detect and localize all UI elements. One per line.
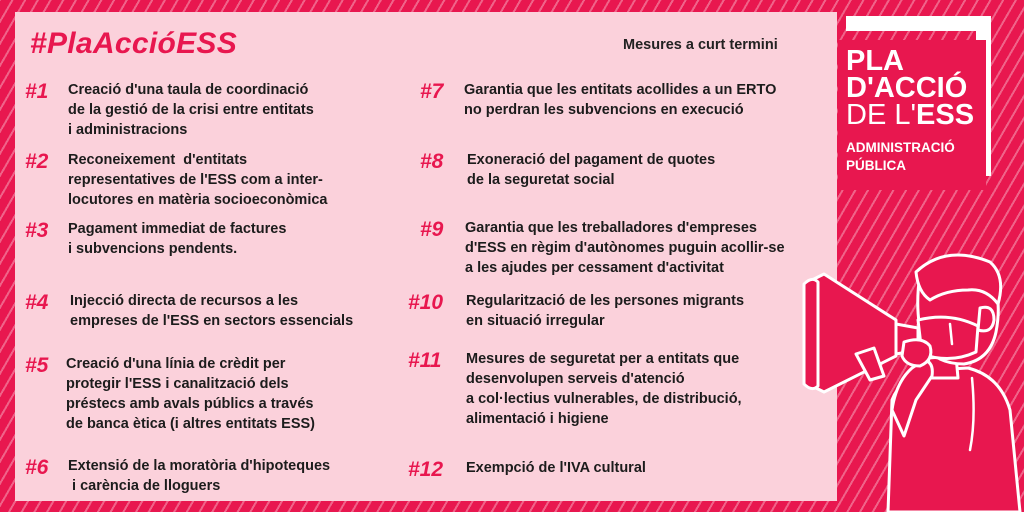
measure-text: Garantia que les treballadores d'empreses d'ESS en règim d'autònomes puguin acollir-se a les ajudes per cessament d'activitat bbox=[465, 220, 785, 276]
measure-number: #5 bbox=[25, 354, 49, 377]
measures-panel bbox=[15, 12, 837, 501]
measure-number: #1 bbox=[25, 80, 49, 103]
measure-text: Creació d'una línia de crèdit per protegir l'ESS i canalització dels préstecs amb avals públics a través de banca ètica (i altres entitats ESS) bbox=[66, 356, 316, 432]
measure-number: #7 bbox=[420, 80, 444, 103]
brand-sub-line2: PÚBLICA bbox=[846, 158, 906, 173]
brand-line2: D'ACCIÓ bbox=[846, 72, 968, 104]
measure-text: Injecció directa de recursos a les empreses de l'ESS en sectors essencials bbox=[70, 293, 354, 329]
hashtag-title: #PlaAccióESS bbox=[30, 27, 238, 60]
brand-subtitle bbox=[846, 139, 955, 175]
brand-line3-a: DE L' bbox=[846, 99, 917, 131]
subtitle: Mesures a curt termini bbox=[623, 37, 778, 53]
person-with-megaphone-icon bbox=[800, 250, 1024, 512]
brand-title bbox=[846, 45, 975, 131]
measure-text: Exoneració del pagament de quotes de la seguretat social bbox=[467, 152, 716, 188]
measure-number: #6 bbox=[25, 456, 49, 479]
measure-text: Regularització de les persones migrants en situació irregular bbox=[466, 293, 745, 329]
measure-text: Extensió de la moratòria d'hipoteques i carència de lloguers bbox=[68, 458, 331, 494]
measure-number: #3 bbox=[25, 219, 49, 242]
measure-number: #12 bbox=[408, 458, 444, 481]
brand-line3-b: ESS bbox=[916, 99, 975, 131]
measure-number: #9 bbox=[420, 218, 444, 241]
measure-text: Garantia que les entitats acollides a un ERTO no perdran les subvencions en execució bbox=[464, 82, 777, 118]
measure-number: #10 bbox=[408, 291, 444, 314]
brand-sub-line1: ADMINISTRACIÓ bbox=[846, 140, 955, 155]
measure-text: Mesures de seguretat per a entitats que desenvolupen serveis d'atenció a col·lectius vulnerables, de distribució, alimentació i higiene bbox=[466, 351, 742, 427]
measure-number: #11 bbox=[408, 349, 442, 372]
measure-text: Reconeixement d'entitats representatives de l'ESS com a inter- locutores en matèria socioeconòmica bbox=[68, 152, 328, 208]
measure-text: Exempció de l'IVA cultural bbox=[466, 460, 646, 476]
measure-text: Pagament immediat de factures i subvencions pendents. bbox=[68, 221, 287, 257]
brand-line1: PLA bbox=[846, 45, 904, 77]
measure-number: #4 bbox=[25, 291, 49, 314]
measure-number: #2 bbox=[25, 150, 49, 173]
measure-text: Creació d'una taula de coordinació de la gestió de la crisi entre entitats i administracions bbox=[68, 82, 314, 138]
measure-number: #8 bbox=[420, 150, 444, 173]
